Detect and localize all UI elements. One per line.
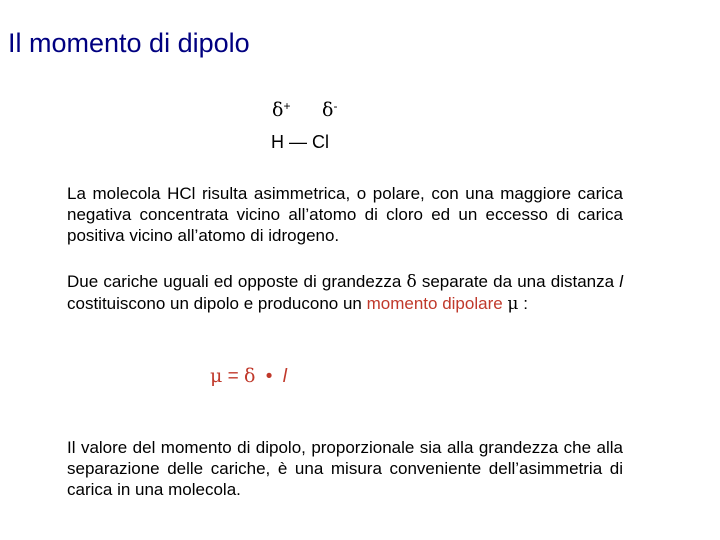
delta-symbol: δ: [322, 99, 334, 121]
mu-symbol: μ: [210, 365, 223, 387]
text-segment: costituiscono un dipolo e producono un: [67, 294, 367, 313]
text-segment: Due cariche uguali ed opposte di grandezza: [67, 272, 407, 291]
slide-title: Il momento di dipolo: [8, 28, 250, 58]
highlight-term: momento dipolare: [366, 294, 503, 313]
mu-symbol: μ: [507, 294, 519, 314]
text-segment: separate da una distanza: [416, 272, 620, 291]
minus-sign: -: [333, 99, 338, 113]
paragraph-conclusion: Il valore del momento di dipolo, proporzionale sia alla grandezza che alla separazione delle cariche, è una misura conveniente dell’asimmetria di carica in una molecola.: [67, 438, 623, 499]
plus-sign: +: [283, 99, 291, 113]
distance-symbol: l: [619, 272, 623, 291]
multiplication-dot: •: [265, 366, 273, 387]
delta-symbol: δ: [272, 99, 284, 121]
partial-positive-charge: [272, 95, 290, 121]
partial-negative-charge: [322, 95, 337, 121]
equals-sign: =: [227, 366, 239, 387]
paragraph-asymmetry: La molecola HCl risulta asimmetrica, o polare, con una maggiore carica negativa concentrata vicino all’atomo di cloro ed un eccesso di carica positiva vicino all’atomo di idrogeno.: [67, 184, 623, 245]
paragraph-dipole-definition: [67, 271, 623, 315]
distance-symbol: l: [282, 366, 287, 387]
delta-symbol: δ: [244, 365, 256, 387]
dipole-formula: [210, 364, 287, 389]
hcl-molecule: H — Cl: [271, 132, 329, 152]
delta-symbol: δ: [406, 272, 417, 292]
text-segment: :: [518, 294, 528, 313]
